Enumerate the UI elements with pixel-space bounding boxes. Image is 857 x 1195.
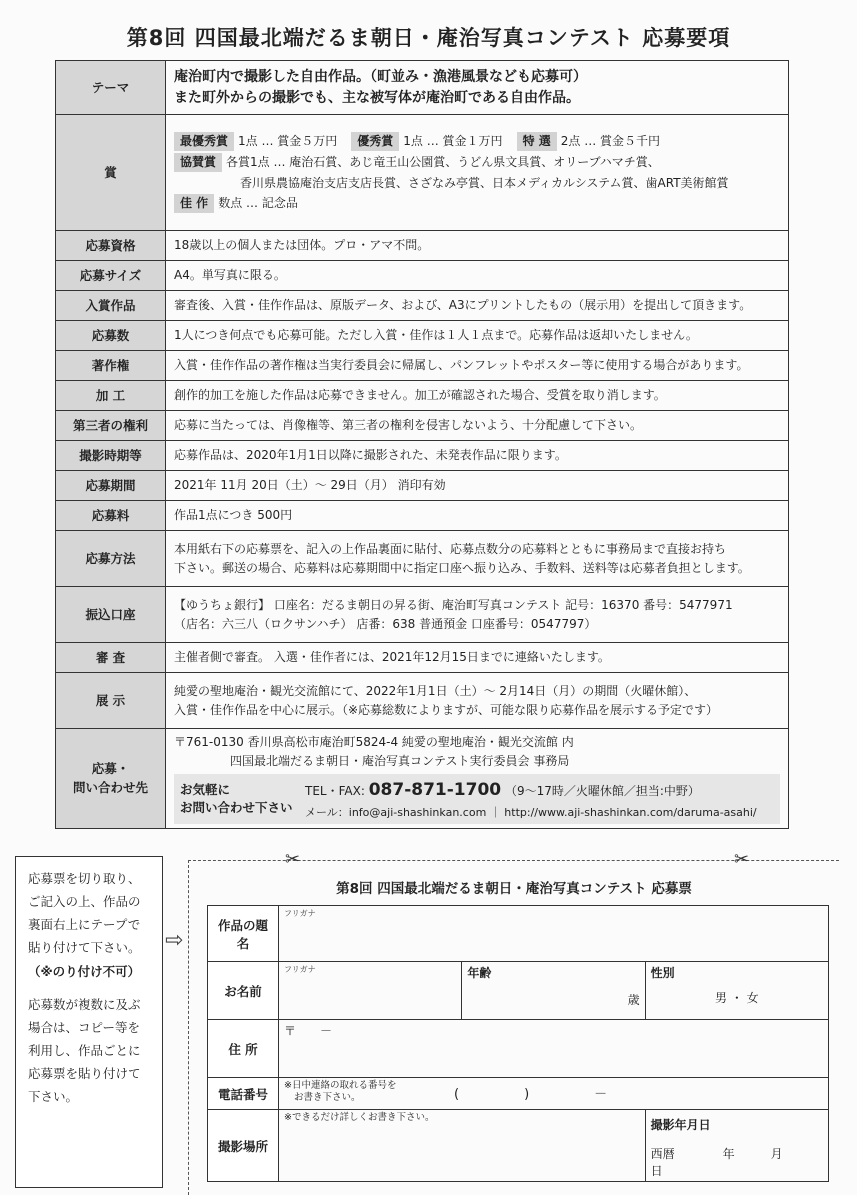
- instruction-no-glue: （※のり付け不可）: [28, 963, 141, 979]
- tel-number[interactable]: 087-871-1700: [368, 780, 502, 801]
- theme-label: テーマ: [56, 61, 166, 115]
- exhibit-label: 展 示: [56, 673, 166, 729]
- contact-address2: 四国最北端だるま朝日・庵治写真コンテスト実行委員会 事務局: [230, 753, 570, 768]
- entry-form: [207, 905, 829, 1182]
- winners-text: 審査後、入賞・佳作作品は、原版データ、および、A3にプリントしたもの（展示用）を提出して頂きます。: [166, 291, 789, 321]
- name-label: お名前: [208, 962, 279, 1020]
- age-field[interactable]: [462, 962, 645, 1020]
- age-label: 年齢: [467, 966, 492, 980]
- prize-label: 賞: [56, 115, 166, 231]
- editing-text: 創作的加工を施した作品は応募できません。加工が確認された場合、受賞を取り消します。: [166, 381, 789, 411]
- guidelines-table: [55, 60, 789, 829]
- contact-box: [174, 774, 780, 823]
- right-arrow-icon: ⇨: [165, 928, 184, 953]
- method-line2: 下さい。郵送の場合、応募料は応募期間中に指定口座へ振り込み、手数料、送料等は応募者負担とします。: [174, 560, 750, 575]
- eligibility-text: 18歳以上の個人または団体。プロ・アマ不問。: [166, 231, 789, 261]
- contact-email-url[interactable]: メール：info@aji-shashinkan.com ｜ http://www.aji-shashinkan.com/daruma-asahi/: [305, 805, 757, 819]
- grand-prize-tag: 最優秀賞: [174, 132, 234, 151]
- shoot-period-text: 応募作品は、2020年1月1日以降に撮影された、未発表作品に限ります。: [166, 441, 789, 471]
- phone-format: ( ) －: [454, 1086, 608, 1102]
- sponsor-prize-text2: 香川県農協庵治支店支店長賞、さざなみ亭賞、日本メディカルシステム賞、歯ART美術館賞: [240, 175, 729, 190]
- third-party-label: 第三者の権利: [56, 411, 166, 441]
- contact-prompt2: お問い合わせ下さい: [180, 799, 293, 815]
- copyright-label: 著作権: [56, 351, 166, 381]
- work-title-label: 作品の題名: [208, 906, 279, 962]
- cutout-instructions: [15, 856, 163, 1188]
- date-format: 西暦 年 月 日: [650, 1147, 819, 1178]
- contact-address1: 〒761-0130 香川県高松市庵治町5824-4 純愛の聖地庵治・観光交流館 内: [174, 735, 574, 749]
- apply-period-text: 2021年 11月 20日（土）〜 29日（月） 消印有効: [166, 471, 789, 501]
- size-text: A4。単写真に限る。: [166, 261, 789, 291]
- furigana-label: フリガナ: [284, 909, 316, 918]
- contact-prompt1: お気軽に: [180, 782, 231, 798]
- excellent-prize-tag: 優秀賞: [351, 132, 399, 151]
- theme-line1: 庵治町内で撮影した自由作品。（町並み・漁港風景なども応募可）: [174, 68, 587, 85]
- phone-field[interactable]: [279, 1078, 829, 1110]
- work-title-field[interactable]: [279, 906, 829, 962]
- ticket-title: 第8回 四国最北端だるま朝日・庵治写真コンテスト 応募票: [336, 881, 692, 897]
- grand-prize-text: 1点 … 賞金５万円: [238, 134, 338, 149]
- excellent-prize-text: 1点 … 賞金１万円: [403, 134, 503, 149]
- theme-line2: また町外からの撮影でも、主な被写体が庵治町である自由作品。: [174, 89, 580, 106]
- eligibility-label: 応募資格: [56, 231, 166, 261]
- count-label: 応募数: [56, 321, 166, 351]
- count-text: 1人につき何点でも応募可能。ただし入賞・佳作は１人１点まで。応募作品は返却いたしません。: [166, 321, 789, 351]
- place-note: ※できるだけ詳しくお書き下さい。: [284, 1112, 435, 1123]
- scissors-icon: ✂: [734, 849, 750, 870]
- bank-label: 振込口座: [56, 587, 166, 643]
- address-label: 住 所: [208, 1020, 279, 1078]
- honor-prize-tag: 佳 作: [174, 194, 214, 213]
- method-label: 応募方法: [56, 531, 166, 587]
- phone-label: 電話番号: [208, 1078, 279, 1110]
- tel-label: TEL・FAX:: [305, 784, 365, 799]
- instruction-text2: 応募数が複数に及ぶ場合は、コピー等を利用し、作品ごとに応募票を貼り付けて下さい。: [28, 996, 141, 1105]
- judging-label: 審 査: [56, 643, 166, 673]
- bank-line1: 【ゆうちょ銀行】 口座名：だるま朝日の昇る街、庵治町写真コンテスト 記号：16370 番号：5477971: [174, 597, 733, 612]
- prize-row: [56, 115, 789, 231]
- special-prize-text: 2点 … 賞金５千円: [560, 134, 661, 149]
- sponsor-prize-tag: 協賛賞: [174, 153, 222, 172]
- place-label: 撮影場所: [208, 1110, 279, 1182]
- exhibit-line1: 純愛の聖地庵治・観光交流館にて、2022年1月1日（土）〜 2月14日（月）の期間（火曜休館）、: [174, 683, 697, 698]
- gender-field[interactable]: [645, 962, 828, 1020]
- page-title: 第8回 四国最北端だるま朝日・庵治写真コンテスト 応募要項: [126, 26, 731, 50]
- judging-text: 主催者側で審査。 入選・佳作者には、2021年12月15日までに連絡いたします。: [166, 643, 789, 673]
- gender-options: 男 ・ 女: [715, 991, 759, 1005]
- gender-label: 性別: [650, 966, 675, 980]
- copyright-text: 入賞・佳作作品の著作権は当実行委員会に帰属し、パンフレットやポスター等に使用する場合があります。: [166, 351, 789, 381]
- phone-note1: ※日中連絡の取れる番号を: [284, 1080, 397, 1091]
- instruction-text1: 応募票を切り取り、ご記入の上、作品の裏面右上にテープで貼り付けて下さい。: [28, 871, 141, 956]
- apply-period-label: 応募期間: [56, 471, 166, 501]
- date-label: 撮影年月日: [650, 1118, 711, 1132]
- contact-label2: 問い合わせ先: [72, 780, 148, 796]
- winners-label: 入賞作品: [56, 291, 166, 321]
- special-prize-tag: 特 選: [517, 132, 557, 151]
- entry-ticket: [188, 849, 839, 1195]
- phone-note2: お書き下さい。: [294, 1092, 361, 1104]
- third-party-text: 応募に当たっては、肖像権等、第三者の権利を侵害しないよう、十分配慮して下さい。: [166, 411, 789, 441]
- editing-label: 加 工: [56, 381, 166, 411]
- shoot-period-label: 撮影時期等: [56, 441, 166, 471]
- furigana-label: フリガナ: [284, 965, 316, 974]
- date-field[interactable]: [645, 1110, 828, 1182]
- size-label: 応募サイズ: [56, 261, 166, 291]
- exhibit-line2: 入賞・佳作作品を中心に展示。（※応募総数によりますが、可能な限り応募作品を展示する予定です）: [174, 702, 719, 717]
- sponsor-prize-text1: 各賞1点 … 庵治石賞、あじ竜王山公園賞、うどん県文具賞、オリーブハマチ賞、: [226, 154, 660, 169]
- tel-hours: （9〜17時／火曜休館／担当:中野）: [504, 784, 700, 799]
- name-field[interactable]: [279, 962, 462, 1020]
- honor-prize-text: 数点 … 記念品: [218, 196, 298, 211]
- address-field[interactable]: [279, 1020, 829, 1078]
- postal-mark: 〒 －: [284, 1024, 333, 1038]
- contact-row: [56, 729, 789, 829]
- fee-text: 作品1点につき 500円: [166, 501, 789, 531]
- theme-row: [56, 61, 789, 115]
- place-field[interactable]: [279, 1110, 646, 1182]
- method-line1: 本用紙右下の応募票を、記入の上作品裏面に貼付、応募点数分の応募料とともに事務局まで直接お持ち: [174, 541, 727, 556]
- bank-line2: （店名：六三八（ロクサンハチ） 店番：638 普通預金 口座番号：0547797）: [174, 616, 597, 631]
- scissors-icon: ✂: [285, 849, 301, 870]
- fee-label: 応募料: [56, 501, 166, 531]
- age-unit: 歳: [627, 993, 640, 1007]
- contact-label1: 応募・: [91, 760, 130, 776]
